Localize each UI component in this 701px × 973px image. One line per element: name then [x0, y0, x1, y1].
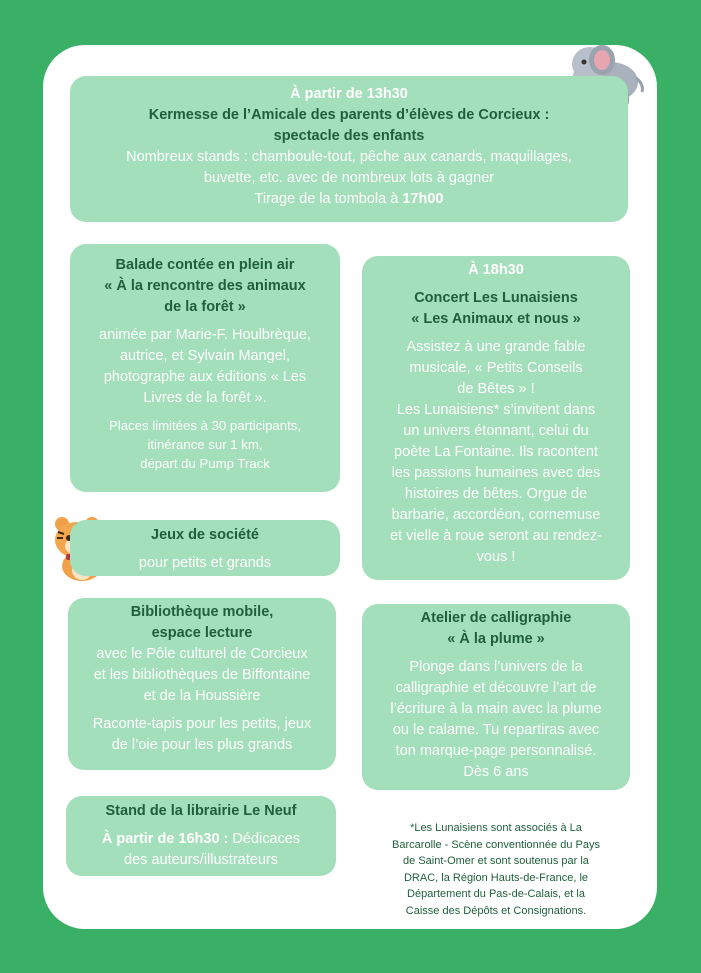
concert-box — [362, 256, 630, 580]
jeux-desc: pour petits et grands — [138, 555, 272, 571]
calligraphie-desc: Plonge dans l’univers de la calligraphie et découvre l’art de l’écriture à la main avec la plume ou le calame. Tu repartiras avec ton marque-page personnalisé. Dès 6 ans — [390, 659, 602, 780]
librairie-desc: À partir de 16h30 : Dédicaces des auteurs/illustrateurs — [101, 831, 301, 868]
bibliotheque-title: Bibliothèque mobile, espace lecture — [130, 604, 274, 641]
kermesse-time: À partir de 13h30 — [290, 86, 408, 102]
calligraphie-box — [362, 604, 630, 790]
concert-desc: Assistez à une grande fable musicale, « Petits Conseils de Bêtes » ! Les Lunaisiens* s’invitent dans un univers étonnant, celui du poète La Fontaine. Ils racontent les passions humaines avec des histoires de bêtes. Orgue de barbarie, accordéon, cornemuse et vielle à roue seront au rendez- vous ! — [390, 339, 602, 565]
calligraphie-title: Atelier de calligraphie « À la plume » — [420, 610, 572, 647]
concert-title: Concert Les Lunaisiens « Les Animaux et nous » — [411, 290, 581, 327]
librairie-title: Stand de la librairie Le Neuf — [105, 803, 297, 819]
concert-time: À 18h30 — [468, 262, 524, 278]
jeux-box — [70, 520, 340, 576]
kermesse-title: Kermesse de l’Amicale des parents d’élèves de Corcieux : spectacle des enfants — [148, 107, 550, 144]
librairie-box — [66, 796, 336, 876]
bibliotheque-extra: Raconte-tapis pour les petits, jeux de l’oie pour les plus grands — [92, 716, 312, 753]
tombola-line: Tirage de la tombola à 17h00 — [254, 191, 444, 207]
balade-info: Places limitées à 30 participants, itinérance sur 1 km, départ du Pump Track — [108, 418, 302, 471]
footnote: *Les Lunaisiens sont associés à La Barcarolle - Scène conventionnée du Pays de Saint-Omer et sont soutenus par la DRAC, la Région Hauts-de-France, le Département du Pas-de-Calais, et la Caisse des Dépôts et Consignations. — [392, 822, 600, 917]
jeux-title: Jeux de société — [151, 527, 259, 543]
bibliotheque-desc: avec le Pôle culturel de Corcieux et les bibliothèques de Biffontaine et de la Houssière — [93, 646, 311, 704]
bibliotheque-box — [68, 598, 336, 770]
kermesse-desc: Nombreux stands : chamboule-tout, pêche aux canards, maquillages, buvette, etc. avec de nombreux lots à gagner — [126, 149, 572, 186]
balade-box — [70, 244, 340, 492]
kermesse-box — [70, 76, 628, 222]
balade-desc: animée par Marie-F. Houlbrèque, autrice, et Sylvain Mangel, photographe aux éditions « Les Livres de la forêt ». — [99, 327, 311, 406]
balade-title: Balade contée en plein air « À la rencontre des animaux de la forêt » — [104, 257, 306, 315]
